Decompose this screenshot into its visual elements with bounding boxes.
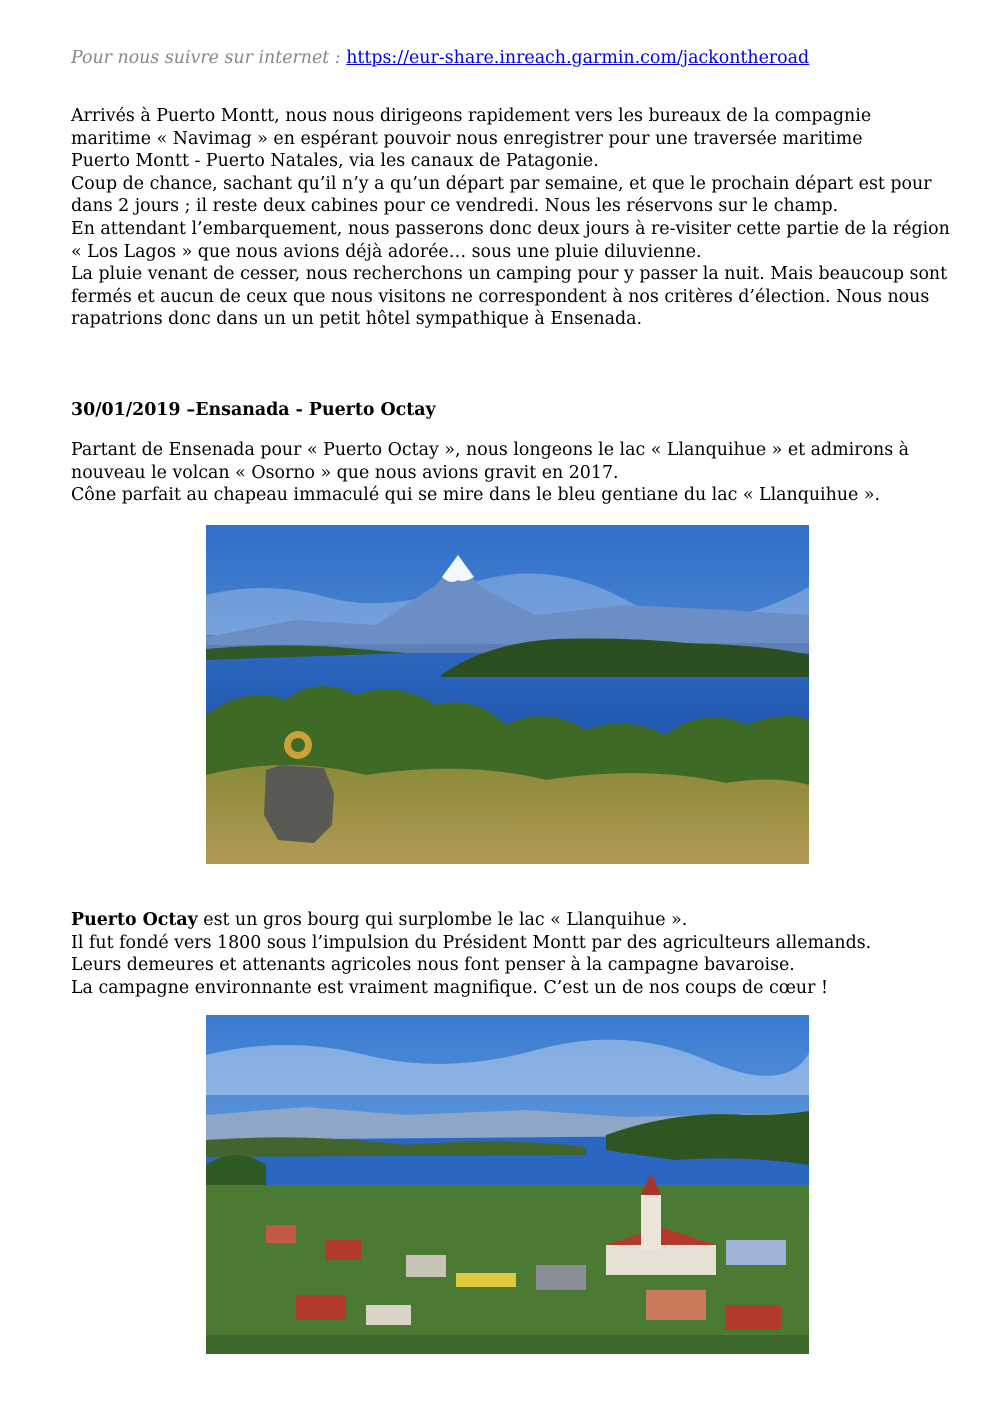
text-line: fermés et aucun de ceux que nous visitons ne correspondent à nos critères d’élection. Nous nous [71, 286, 930, 307]
text-line: dans 2 jours ; il reste deux cabines pour ce vendredi. Nous les réservons sur le champ. [71, 196, 839, 217]
town-name: Puerto Octay [71, 910, 198, 930]
text-line: rapatrions donc dans un un petit hôtel sympathique à Ensenada. [71, 309, 643, 330]
text-line: « Los Lagos » que nous avions déjà adorée… sous une pluie diluvienne. [71, 241, 702, 262]
text-line: Cône parfait au chapeau immaculé qui se mire dans le bleu gentiane du lac « Llanquihue ». [71, 485, 881, 506]
volcano-lake-photo [206, 525, 809, 864]
text-line: Arrivés à Puerto Montt, nous nous dirigeons rapidement vers les bureaux de la compagnie [71, 106, 872, 126]
section-heading: 30/01/2019 –Ensanada - Puerto Octay [71, 400, 436, 420]
text-line: Leurs demeures et attenants agricoles nous font penser à la campagne bavaroise. [71, 955, 795, 976]
text-line: Il fut fondé vers 1800 sous l’impulsion du Président Montt par des agriculteurs allemands. [71, 932, 872, 953]
puerto-octay-photo [206, 1015, 809, 1354]
text-line: La pluie venant de cesser, nous recherchons un camping pour y passer la nuit. Mais beaucoup sont [71, 264, 948, 285]
follow-label: Pour nous suivre sur internet : [71, 48, 347, 68]
section-paragraph [71, 439, 951, 507]
tracking-link[interactable]: https://eur-share.inreach.garmin.com/jackontheroad [346, 48, 810, 68]
intro-paragraph [71, 105, 951, 331]
text-line: Puerto Montt - Puerto Natales, via les canaux de Patagonie. [71, 151, 599, 172]
text-line: nouveau le volcan « Osorno » que nous avions gravit en 2017. [71, 462, 619, 483]
text-line: Coup de chance, sachant qu’il n’y a qu’un départ par semaine, et que le prochain départ est pour [71, 173, 932, 194]
text-line: Partant de Ensenada pour « Puerto Octay », nous longeons le lac « Llanquihue » et admirons à [71, 440, 910, 460]
text-line: La campagne environnante est vraiment magnifique. C’est un de nos coups de cœur ! [71, 977, 828, 998]
text-line: En attendant l’embarquement, nous passerons donc deux jours à re-visiter cette partie de la région [71, 218, 950, 239]
follow-line [71, 47, 951, 70]
octay-paragraph [71, 909, 951, 999]
text-line: maritime « Navimag » en espérant pouvoir nous enregistrer pour une traversée maritime [71, 128, 863, 149]
text-fragment: est un gros bourg qui surplombe le lac « Llanquihue ». [197, 910, 688, 930]
text-line [71, 909, 951, 932]
